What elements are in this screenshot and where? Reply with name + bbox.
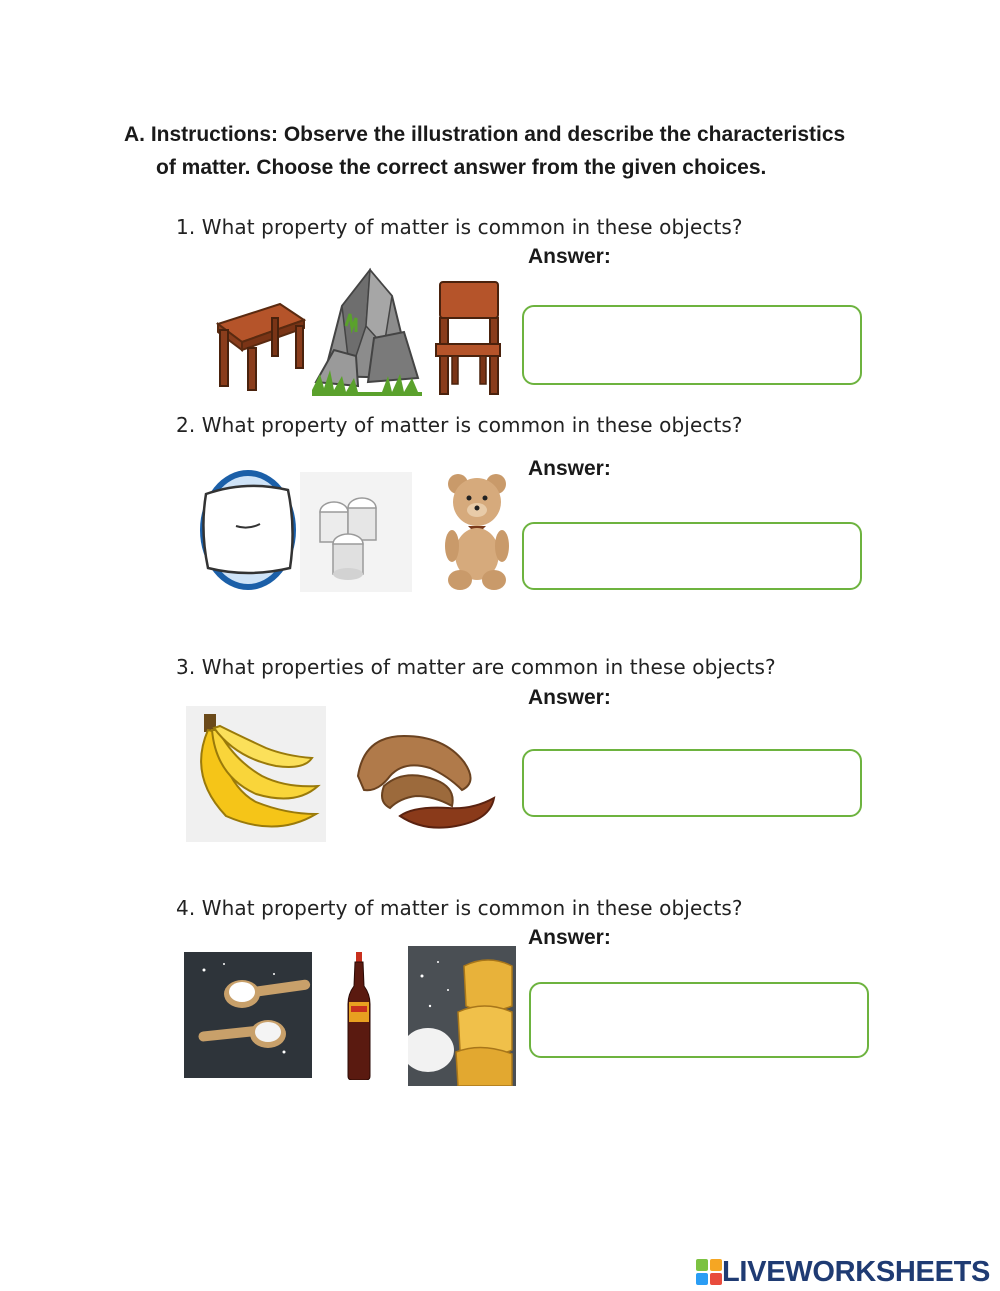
table-image — [212, 298, 308, 394]
tamarind-image — [344, 716, 502, 834]
rock-image — [312, 266, 422, 396]
liveworksheets-brand-text: LIVEWORKSHEETS — [722, 1255, 991, 1288]
question-4-text: 4. What property of matter is common in these objects? — [176, 896, 743, 920]
pillow-image — [196, 468, 300, 592]
marshmallows-image — [300, 472, 412, 592]
answer-box-4[interactable] — [529, 982, 869, 1058]
answer-label-2: Answer: — [528, 457, 611, 480]
answer-box-1[interactable] — [522, 305, 862, 385]
salt-spoons-image — [184, 952, 312, 1078]
chips-image — [408, 946, 516, 1086]
instructions-line-1: A. Instructions: Observe the illustration and describe the characteristics — [124, 123, 846, 146]
answer-box-2[interactable] — [522, 522, 862, 590]
answer-label-1: Answer: — [528, 245, 611, 268]
answer-label-3: Answer: — [528, 686, 611, 709]
answer-label-4: Answer: — [528, 926, 611, 949]
instructions — [124, 118, 924, 184]
instructions-line-2: of matter. Choose the correct answer from the given choices. — [156, 156, 767, 179]
question-2-text: 2. What property of matter is common in these objects? — [176, 413, 743, 437]
answer-box-3[interactable] — [522, 749, 862, 817]
chair-image — [432, 280, 504, 398]
question-3-text: 3. What properties of matter are common in these objects? — [176, 655, 776, 679]
liveworksheets-logo — [696, 1255, 990, 1289]
bananas-image — [186, 706, 326, 842]
liveworksheets-logo-icon — [696, 1259, 722, 1285]
question-1-text: 1. What property of matter is common in these objects? — [176, 215, 743, 239]
soy-sauce-bottle-image — [346, 952, 372, 1080]
teddy-bear-image — [440, 470, 516, 592]
